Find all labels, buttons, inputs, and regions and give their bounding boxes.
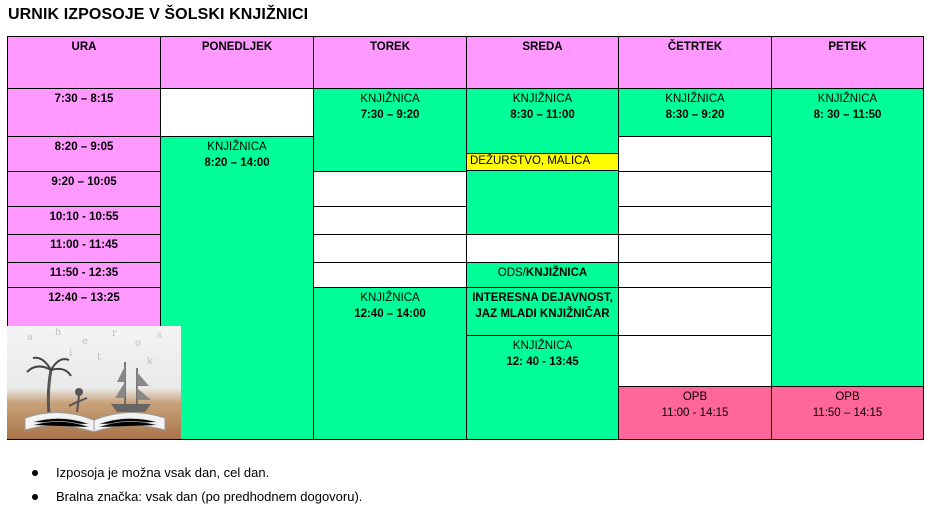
header-ponedeljek: PONEDLJEK [160, 36, 314, 89]
wednesday-ods-library: KNJIŽNICA [525, 267, 588, 279]
thursday-label: KNJIŽNICA [665, 93, 725, 105]
svg-text:t: t [97, 352, 102, 363]
svg-text:s: s [157, 330, 163, 341]
svg-text:a: a [27, 332, 33, 343]
friday-library-block [771, 88, 924, 387]
tuesday-empty-4 [313, 262, 467, 288]
note-item [30, 461, 362, 485]
notes-list [30, 461, 362, 509]
thursday-opb-hours: 11:00 - 14:15 [661, 407, 729, 419]
thursday-empty-7 [618, 335, 772, 387]
svg-text:o: o [135, 338, 142, 349]
friday-opb-block [771, 386, 924, 440]
wednesday-ods-prefix: ODS/ [497, 267, 526, 279]
wednesday-interest-block [466, 287, 619, 336]
tuesday-label-2: KNJIŽNICA [360, 292, 420, 304]
svg-text:r: r [112, 328, 117, 339]
svg-text:k: k [147, 356, 154, 367]
header-sreda: SREDA [466, 36, 619, 89]
note-item [30, 485, 362, 509]
tuesday-library-block-2 [313, 287, 467, 440]
tuesday-empty-3 [313, 234, 467, 263]
wednesday-empty [466, 234, 619, 263]
svg-text:h: h [55, 327, 62, 338]
note-text: Izposoja je možna vsak dan, cel dan. [56, 465, 270, 480]
tuesday-library-block-1 [313, 88, 467, 172]
time-slot-7: 12:40 – 13:25 [7, 287, 161, 327]
header-ura: URA [7, 36, 161, 89]
thursday-empty-4 [618, 234, 772, 263]
wednesday-label-1: KNJIŽNICA [512, 93, 573, 105]
tuesday-label-1: KNJIŽNICA [360, 93, 420, 105]
time-slot-4: 10:10 - 10:55 [7, 206, 161, 235]
header-cetrtek: ČETRTEK [618, 36, 772, 89]
thursday-opb-label: OPB [682, 391, 708, 403]
thursday-empty-2 [618, 171, 772, 207]
page-title: URNIK IZPOSOJE V ŠOLSKI KNJIŽNICI [8, 6, 309, 23]
svg-text:i: i [69, 348, 73, 359]
monday-empty [160, 88, 314, 137]
svg-text:e: e [82, 336, 88, 347]
bullet-icon [32, 470, 38, 476]
open-book-illustration [7, 326, 181, 439]
time-slot-5: 11:00 - 11:45 [7, 234, 161, 263]
monday-hours: 8:20 – 14:00 [204, 157, 270, 169]
header-torek: TOREK [313, 36, 467, 89]
note-text: Bralna značka: vsak dan (po predhodnem dogovoru). [56, 489, 363, 504]
wednesday-hours-1: 8:30 – 11:00 [510, 109, 575, 121]
monday-label: KNJIŽNICA [207, 141, 267, 153]
thursday-empty-6 [618, 287, 772, 336]
thursday-library-block [618, 88, 772, 137]
tuesday-hours-2: 12:40 – 14:00 [354, 308, 426, 320]
wednesday-ods-block [466, 262, 619, 288]
time-slot-2: 8:20 – 9:05 [7, 136, 161, 172]
friday-opb-label: OPB [835, 391, 860, 403]
wednesday-library-block-1 [466, 88, 619, 154]
tuesday-hours-1: 7:30 – 9:20 [360, 109, 420, 121]
bullet-icon [32, 494, 38, 500]
monday-library-block [160, 136, 314, 440]
friday-label: KNJIŽNICA [817, 93, 878, 105]
book-drawing [7, 326, 181, 439]
wednesday-hours-2: 12: 40 - 13:45 [506, 356, 579, 368]
friday-hours: 8: 30 – 11:50 [813, 109, 882, 121]
tuesday-empty-2 [313, 206, 467, 235]
wednesday-label-2: KNJIŽNICA [512, 340, 573, 352]
thursday-empty-5 [618, 262, 772, 288]
time-slot-6: 11:50 - 12:35 [7, 262, 161, 288]
thursday-empty-3 [618, 206, 772, 235]
thursday-empty-1 [618, 136, 772, 172]
friday-opb-hours: 11:50 – 14:15 [812, 407, 883, 419]
wednesday-library-block-2 [466, 335, 619, 440]
thursday-hours: 8:30 – 9:20 [665, 109, 725, 121]
header-petek: PETEK [771, 36, 924, 89]
wednesday-green-filler [466, 170, 619, 235]
wednesday-interest-line2: JAZ MLADI KNJIŽNIČAR [475, 308, 610, 320]
thursday-opb-block [618, 386, 772, 440]
tuesday-empty-1 [313, 171, 467, 207]
wednesday-interest-line1: INTERESNA DEJAVNOST, [472, 292, 613, 304]
time-slot-1: 7:30 – 8:15 [7, 88, 161, 137]
wednesday-duty: DEŽURSTVO, MALICA [466, 153, 619, 171]
time-slot-3: 9:20 – 10:05 [7, 171, 161, 207]
